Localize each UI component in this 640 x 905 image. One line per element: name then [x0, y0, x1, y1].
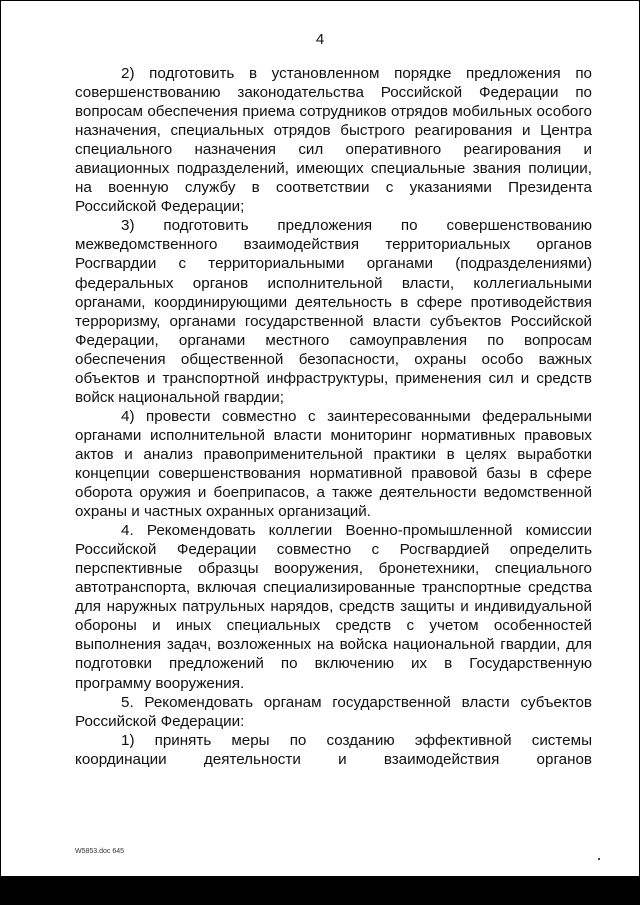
- footer-file-code: W5853.doc 645: [75, 848, 125, 855]
- scan-bottom-bar: [0, 876, 640, 905]
- page-number: 4: [315, 31, 325, 48]
- paragraph-item-2-proposals: 2) подготовить в установленном порядке предложения по совершенствованию законодательства Российской Федерации по вопросам обеспечения приема сотрудников отрядов мобильных особого назначения, специальных отрядов быстрого реагирования и Центра специального назначения сил оперативного реагирования и авиационных подразделений, имеющих специальные звания полиции, на военную службу в соответствии с указаниями Президента Российской Федерации;: [75, 65, 592, 216]
- paragraph-item-3-interaction: 3) подготовить предложения по совершенствованию межведомственного взаимодействия территориальных органов Росгвардии с территориальными органами (подразделениями) федеральных органов исполнительной власти, коллегиальными органами, координирующими деятельность в сфере противодействия терроризму, органами государственной власти субъектов Российской Федерации, органами местного самоуправления по вопросам обеспечения общественной безопасности, охраны особо важных объектов и транспортной инфраструктуры, применения сил и средств войск национальной гвардии;: [75, 217, 592, 406]
- paragraph-section-5-regions: 5. Рекомендовать органам государственной власти субъектов Российской Федерации:: [75, 693, 592, 730]
- paragraph-item-4-monitoring: 4) провести совместно с заинтересованными федеральными органами исполнительной власти мониторинг нормативных правовых актов и анализ правоприменительной практики в целях выработки концепции совершенствования нормативной правовой базы в сфере оборота оружия и боеприпасов, а также деятельности ведомственной охраны и частных охранных организаций.: [75, 407, 592, 521]
- paragraph-item-1-coordination: 1) принять меры по созданию эффективной системы координации деятельности и взаимодействия органов: [75, 731, 592, 768]
- paragraph-section-4-commission: 4. Рекомендовать коллегии Военно-промышленной комиссии Российской Федерации совместно с Росгвардией определить перспективные образцы вооружения, бронетехники, специального автотранспорта, включая специализированные транспортные средства для наружных патрульных нарядов, средств защиты и индивидуальной обороны и иных специальных средств с учетом особенностей выполнения задач, возложенных на войска национальной гвардии, для подготовки предложений по включению их в Государственную программу вооружения.: [75, 522, 592, 692]
- scan-mark: [598, 858, 600, 860]
- document-body: [75, 64, 592, 769]
